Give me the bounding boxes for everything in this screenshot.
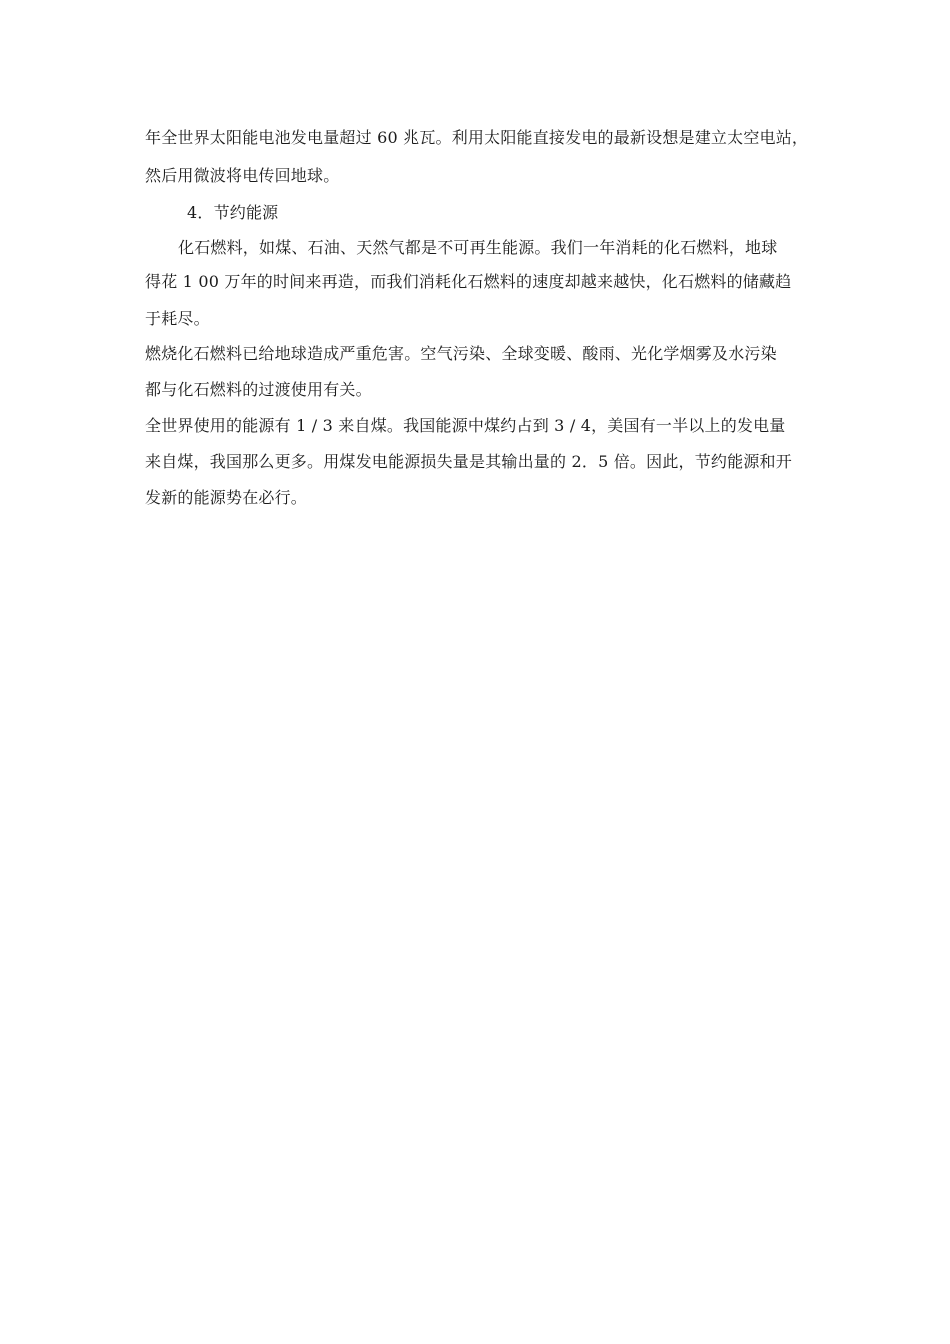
paragraph-line: 都与化石燃料的过渡使用有关。 — [145, 380, 372, 399]
section-heading: 4．节约能源 — [187, 203, 279, 222]
paragraph-line: 燃烧化石燃料已给地球造成严重危害。空气污染、全球变暖、酸雨、光化学烟雾及水污染 — [145, 344, 777, 363]
paragraph-line: 得花 1 00 万年的时间来再造，而我们消耗化石燃料的速度却越来越快，化石燃料的储藏趋 — [145, 272, 792, 291]
paragraph-line: 然后用微波将电传回地球。 — [145, 166, 340, 185]
paragraph-line: 来自煤，我国那么更多。用煤发电能源损失量是其输出量的 2．5 倍。因此，节约能源和开 — [145, 452, 792, 471]
paragraph-line: 全世界使用的能源有 1 / 3 来自煤。我国能源中煤约占到 3 / 4，美国有一半以上的发电量 — [145, 416, 786, 435]
paragraph-line: 于耗尽。 — [145, 309, 210, 328]
paragraph-line: 发新的能源势在必行。 — [145, 488, 308, 507]
paragraph-line: 化石燃料，如煤、石油、天然气都是不可再生能源。我们一年消耗的化石燃料，地球 — [178, 238, 778, 257]
paragraph-line: 年全世界太阳能电池发电量超过 60 兆瓦。利用太阳能直接发电的最新设想是建立太空电站， — [145, 128, 809, 147]
